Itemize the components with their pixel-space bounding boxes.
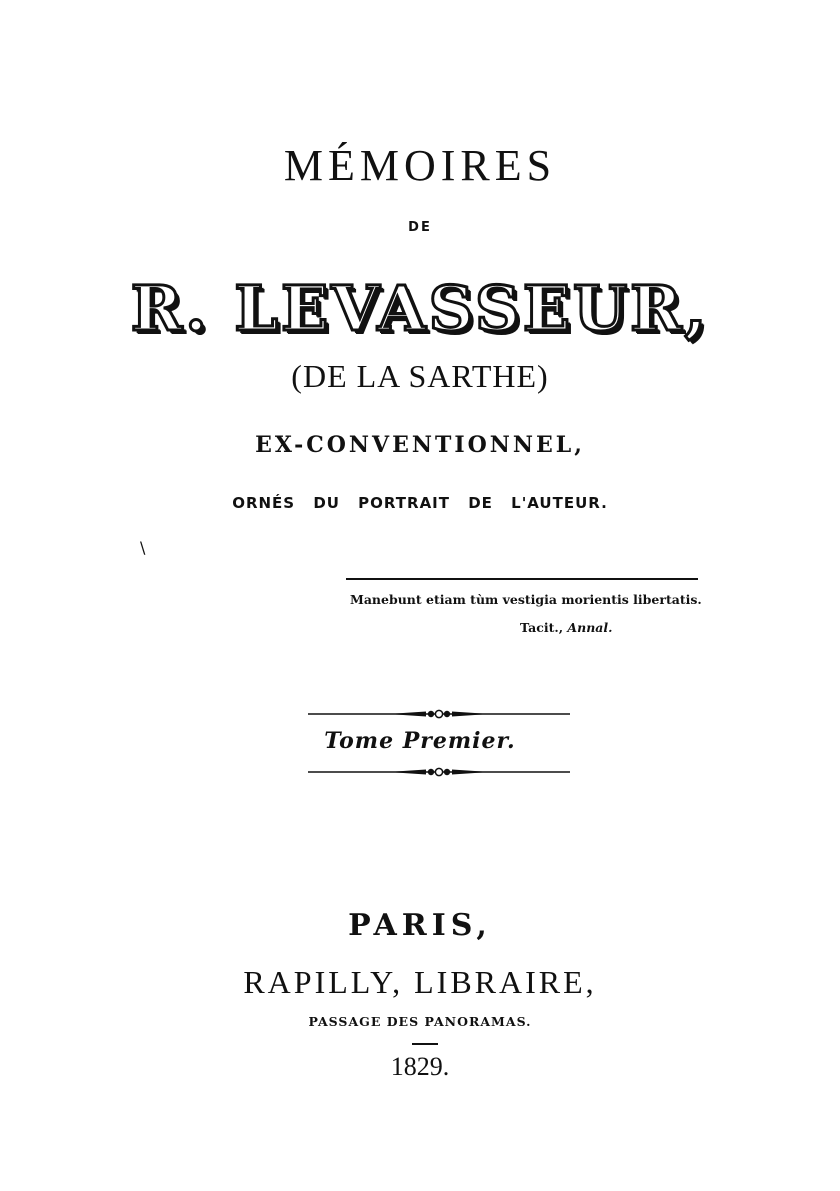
author-role: EX-CONVENTIONNEL, — [255, 432, 585, 458]
epigraph-rule — [346, 578, 698, 580]
ornamental-rule-top — [308, 707, 570, 721]
imprint-city: PARIS, — [348, 908, 492, 943]
imprint-year: 1829. — [390, 1052, 450, 1081]
title-connector: DE — [408, 220, 432, 235]
author-name: R. LEVASSEUR, — [130, 272, 710, 345]
stray-mark: \ — [140, 538, 146, 557]
year-rule — [412, 1043, 438, 1045]
book-title: MÉMOIRES — [283, 141, 557, 190]
imprint-address: PASSAGE DES PANORAMAS. — [308, 1014, 532, 1029]
epigraph-quote: Manebunt etiam tùm vestigia morientis libertatis. — [350, 592, 702, 607]
ornamental-rule-bottom — [308, 765, 570, 779]
epigraph-author: Tacit., — [520, 620, 564, 635]
volume-label: Tome Premier. — [324, 728, 516, 754]
portrait-note: ORNÉS DU PORTRAIT DE L'AUTEUR. — [232, 494, 608, 512]
author-region: (DE LA SARTHE) — [291, 358, 549, 394]
epigraph-attribution — [520, 620, 612, 635]
epigraph-source: Annal. — [567, 620, 613, 635]
imprint-publisher: RAPILLY, LIBRAIRE, — [243, 964, 597, 1000]
